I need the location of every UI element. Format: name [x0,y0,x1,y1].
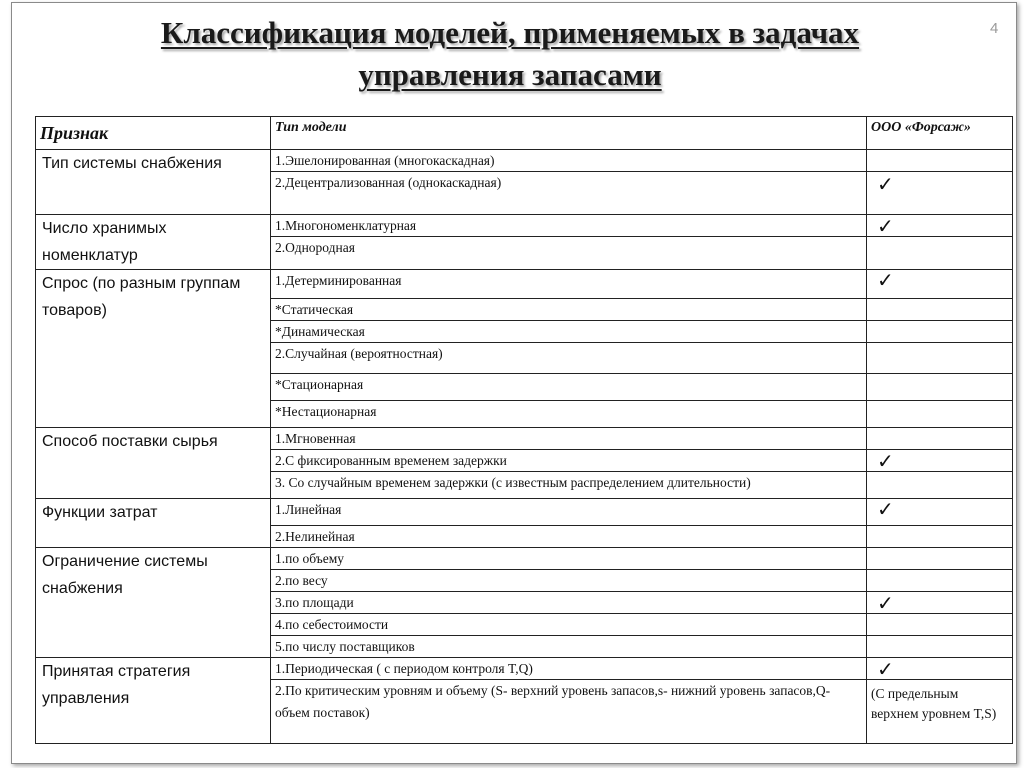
type-cell: 2.Децентрализованная (однокаскадная) [271,172,867,215]
check-mark-icon: ✓ [867,658,1013,680]
table-row [36,215,1013,237]
type-cell: 2.по весу [271,570,867,592]
table-row [36,150,1013,172]
company-cell [867,343,1013,374]
company-note: (С предельным верхнем уровнем T,S) [867,680,1013,744]
page-number: 4 [990,20,999,37]
check-mark-icon: ✓ [867,270,1013,299]
slide-title: Классификация моделей, применяемых в задачах управления запасами [160,15,860,92]
feature-cell: Ограничение системы снабжения [36,548,271,658]
company-cell [867,636,1013,658]
type-cell: 1.по объему [271,548,867,570]
feature-cell: Функции затрат [36,499,271,548]
type-cell: 1.Эшелонированная (многокаскадная) [271,150,867,172]
company-cell [867,428,1013,450]
type-cell: 2.С фиксированным временем задержки [271,450,867,472]
company-cell [867,614,1013,636]
feature-cell: Принятая стратегия управления [36,658,271,744]
header-model-type: Тип модели [271,117,867,150]
type-cell: 3. Со случайным временем задержки (с известным распределением длительности) [271,472,867,499]
company-cell [867,548,1013,570]
company-cell [867,299,1013,321]
company-cell [867,321,1013,343]
type-cell: *Статическая [271,299,867,321]
table-row [36,499,1013,526]
check-mark-icon: ✓ [867,499,1013,526]
type-cell: 2.Однородная [271,237,867,270]
table-row [36,428,1013,450]
type-cell: 2.По критическим уровням и объему (S- верхний уровень запасов,s- нижний уровень запасов,Q- объем поставок) [271,680,867,744]
feature-cell: Спрос (по разным группам товаров) [36,270,271,428]
company-cell [867,570,1013,592]
type-cell: 1.Мгновенная [271,428,867,450]
feature-cell: Тип системы снабжения [36,150,271,215]
type-cell: 5.по числу поставщиков [271,636,867,658]
table-row [36,270,1013,299]
type-cell: 2.Случайная (вероятностная) [271,343,867,374]
feature-cell: Способ поставки сырья [36,428,271,499]
company-cell [867,401,1013,428]
header-row [36,117,1013,150]
classification-table [35,116,1013,744]
type-cell: 1.Детерминированная [271,270,867,299]
type-cell: 4.по себестоимости [271,614,867,636]
header-feature: Признак [36,117,271,150]
check-mark-icon: ✓ [867,172,1013,215]
table-row [36,658,1013,680]
company-cell [867,526,1013,548]
check-mark-icon: ✓ [867,450,1013,472]
company-cell [867,150,1013,172]
company-cell [867,374,1013,401]
type-cell: *Динамическая [271,321,867,343]
type-cell: 2.Нелинейная [271,526,867,548]
type-cell: 3.по площади [271,592,867,614]
check-mark-icon: ✓ [867,592,1013,614]
type-cell: 1.Многономенклатурная [271,215,867,237]
company-cell [867,472,1013,499]
company-cell [867,237,1013,270]
type-cell: 1.Периодическая ( с периодом контроля T,Q) [271,658,867,680]
check-mark-icon: ✓ [867,215,1013,237]
type-cell: *Нестационарная [271,401,867,428]
feature-cell: Число хранимых номенклатур [36,215,271,270]
table-row [36,548,1013,570]
type-cell: 1.Линейная [271,499,867,526]
type-cell: *Стационарная [271,374,867,401]
header-company: ООО «Форсаж» [867,117,1013,150]
